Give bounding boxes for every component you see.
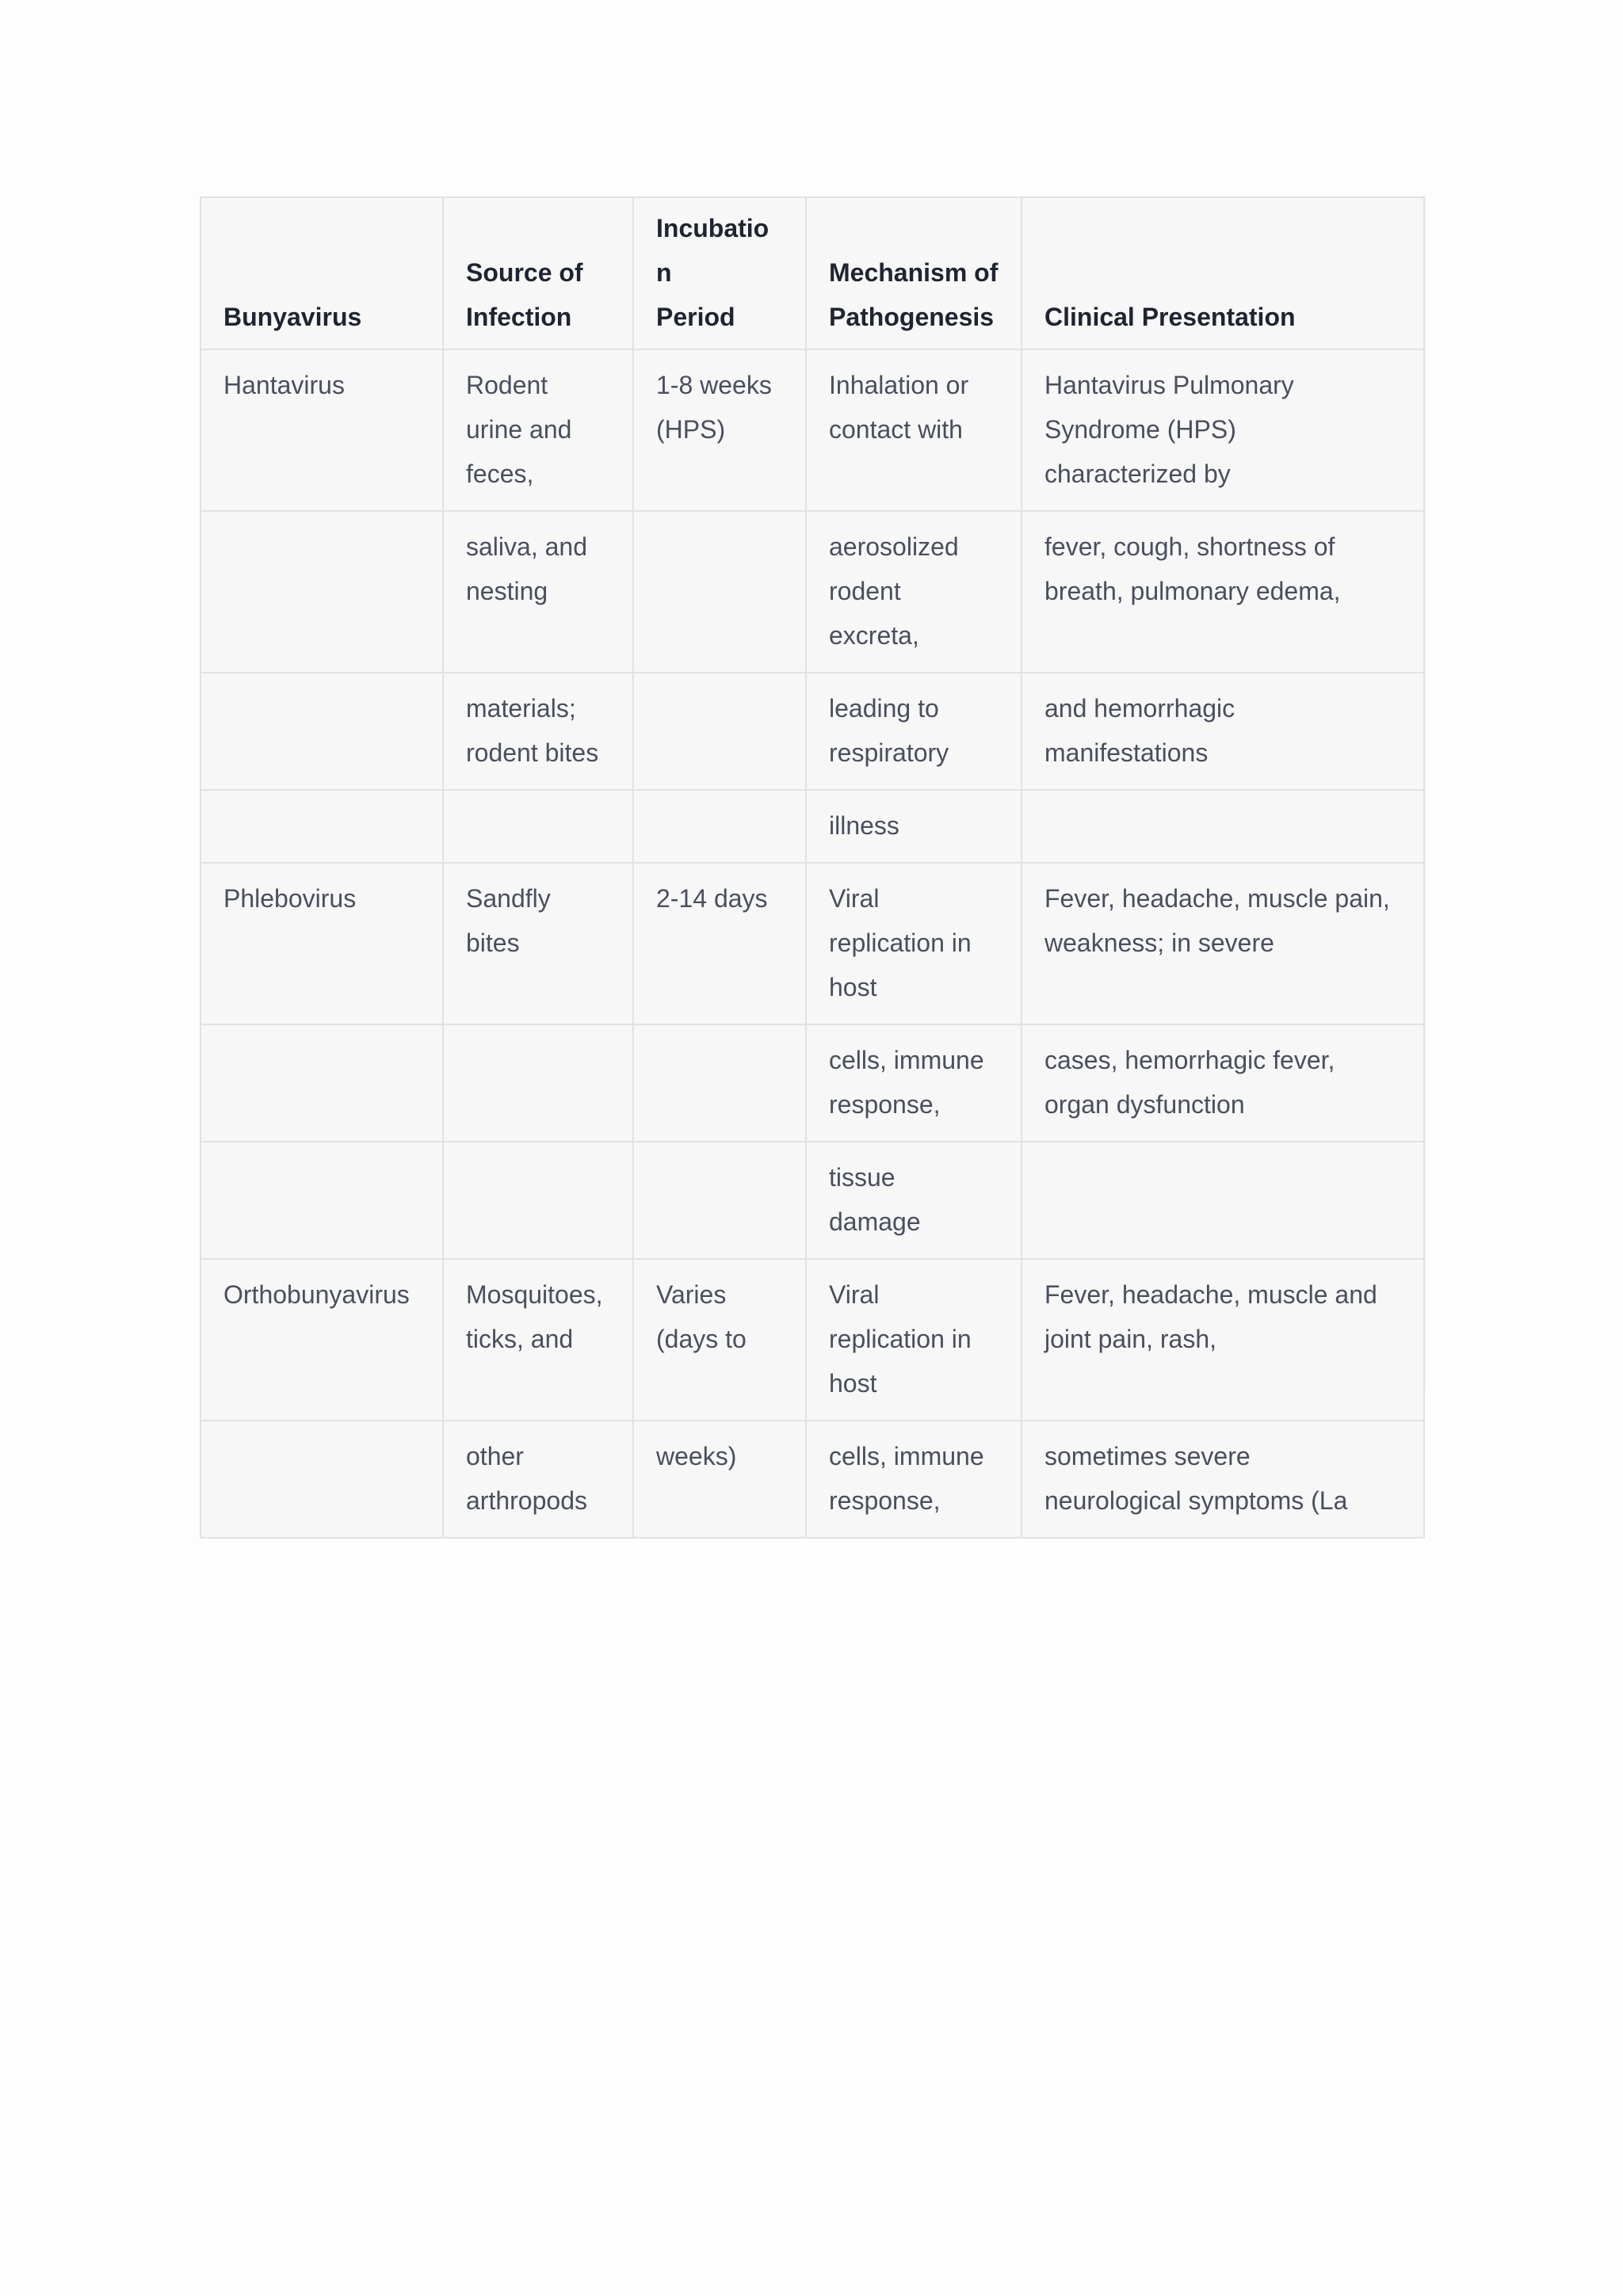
incubation-cell xyxy=(633,511,806,673)
cell-text: materials; xyxy=(466,694,576,723)
cell-text: saliva, and xyxy=(466,532,587,561)
clinical-cell xyxy=(1022,1024,1424,1142)
cell-text: cases, hemorrhagic fever, xyxy=(1044,1046,1335,1074)
cell-text: (days to xyxy=(656,1325,747,1353)
cell-text: bites xyxy=(466,929,520,957)
cell-text: Inhalation or xyxy=(829,371,969,399)
mechanism-cell xyxy=(806,1142,1022,1259)
mechanism-cell xyxy=(806,1421,1022,1538)
source-cell xyxy=(443,1259,633,1421)
clinical-cell xyxy=(1022,1421,1424,1538)
incubation-cell xyxy=(633,673,806,790)
clinical-cell xyxy=(1022,673,1424,790)
cell-text: host xyxy=(829,973,877,1001)
cell-text: aerosolized xyxy=(829,532,959,561)
header-clinical-presentation xyxy=(1022,197,1424,349)
cell-text: damage xyxy=(829,1207,921,1236)
bunyavirus-table xyxy=(200,196,1425,1539)
cell-text: characterized by xyxy=(1044,460,1231,488)
cell-text: Phlebovirus xyxy=(223,884,357,913)
cell-text: Syndrome (HPS) xyxy=(1044,415,1236,444)
bunyavirus-cell xyxy=(200,1142,443,1259)
clinical-cell xyxy=(1022,511,1424,673)
header-source-of-infection xyxy=(443,197,633,349)
cell-text: feces, xyxy=(466,460,534,488)
incubation-cell xyxy=(633,349,806,511)
cell-text: sometimes severe xyxy=(1044,1442,1251,1470)
bunyavirus-cell xyxy=(200,863,443,1024)
bunyavirus-cell xyxy=(200,673,443,790)
incubation-cell xyxy=(633,1421,806,1538)
cell-text: ticks, and xyxy=(466,1325,574,1353)
source-cell xyxy=(443,673,633,790)
cell-text: excreta, xyxy=(829,621,919,650)
cell-text: nesting xyxy=(466,577,548,605)
incubation-cell xyxy=(633,863,806,1024)
clinical-cell xyxy=(1022,790,1424,863)
cell-text: other xyxy=(466,1442,524,1470)
mechanism-cell xyxy=(806,349,1022,511)
table-row xyxy=(200,1024,1424,1142)
cell-text: Hantavirus Pulmonary xyxy=(1044,371,1294,399)
cell-text: Fever, headache, muscle pain, xyxy=(1044,884,1390,913)
header-line: Period xyxy=(656,303,735,331)
cell-text: rodent xyxy=(829,577,901,605)
cell-text: Rodent xyxy=(466,371,548,399)
mechanism-cell xyxy=(806,511,1022,673)
source-cell xyxy=(443,1024,633,1142)
header-line: Pathogenesis xyxy=(829,303,995,331)
header-line: Mechanism of xyxy=(829,258,999,287)
mechanism-cell xyxy=(806,1024,1022,1142)
header-line: Infection xyxy=(466,303,572,331)
source-cell xyxy=(443,511,633,673)
cell-text: cells, immune xyxy=(829,1442,984,1470)
table-body xyxy=(200,349,1424,1538)
header-mechanism-of-pathogenesis xyxy=(806,197,1022,349)
clinical-cell xyxy=(1022,349,1424,511)
cell-text: Orthobunyavirus xyxy=(223,1280,410,1309)
cell-text: neurological symptoms (La xyxy=(1044,1486,1348,1515)
clinical-cell xyxy=(1022,863,1424,1024)
cell-text: 2-14 days xyxy=(656,884,768,913)
cell-text: rodent bites xyxy=(466,738,599,767)
bunyavirus-cell xyxy=(200,349,443,511)
table-row xyxy=(200,673,1424,790)
cell-text: joint pain, rash, xyxy=(1044,1325,1217,1353)
source-cell xyxy=(443,790,633,863)
cell-text: (HPS) xyxy=(656,415,726,444)
cell-text: Fever, headache, muscle and xyxy=(1044,1280,1377,1309)
header-incubation-period xyxy=(633,197,806,349)
table-row xyxy=(200,1259,1424,1421)
mechanism-cell xyxy=(806,863,1022,1024)
cell-text: urine and xyxy=(466,415,572,444)
incubation-cell xyxy=(633,1024,806,1142)
cell-text: Sandfly xyxy=(466,884,551,913)
header-line: Bunyavirus xyxy=(223,303,362,331)
cell-text: organ dysfunction xyxy=(1044,1090,1245,1119)
mechanism-cell xyxy=(806,1259,1022,1421)
header-line: Source of xyxy=(466,258,583,287)
cell-text: tissue xyxy=(829,1163,896,1192)
table-row xyxy=(200,1142,1424,1259)
cell-text: respiratory xyxy=(829,738,949,767)
cell-text: breath, pulmonary edema, xyxy=(1044,577,1341,605)
clinical-cell xyxy=(1022,1259,1424,1421)
cell-text: and hemorrhagic xyxy=(1044,694,1235,723)
source-cell xyxy=(443,349,633,511)
cell-text: Viral xyxy=(829,884,880,913)
cell-text: fever, cough, shortness of xyxy=(1044,532,1335,561)
table-row xyxy=(200,863,1424,1024)
bunyavirus-cell xyxy=(200,1421,443,1538)
cell-text: Mosquitoes, xyxy=(466,1280,603,1309)
cell-text: illness xyxy=(829,811,899,840)
bunyavirus-cell xyxy=(200,1024,443,1142)
bunyavirus-cell xyxy=(200,790,443,863)
source-cell xyxy=(443,1142,633,1259)
cell-text: manifestations xyxy=(1044,738,1209,767)
bunyavirus-cell xyxy=(200,1259,443,1421)
cell-text: cells, immune xyxy=(829,1046,984,1074)
cell-text: leading to xyxy=(829,694,939,723)
table-row xyxy=(200,790,1424,863)
incubation-cell xyxy=(633,1142,806,1259)
table-row xyxy=(200,511,1424,673)
cell-text: Viral xyxy=(829,1280,880,1309)
bunyavirus-table-container xyxy=(200,196,1426,1515)
mechanism-cell xyxy=(806,673,1022,790)
bunyavirus-cell xyxy=(200,511,443,673)
incubation-cell xyxy=(633,1259,806,1421)
cell-text: response, xyxy=(829,1486,941,1515)
cell-text: Varies xyxy=(656,1280,727,1309)
table-row xyxy=(200,349,1424,511)
clinical-cell xyxy=(1022,1142,1424,1259)
header-line: Incubation xyxy=(656,214,769,287)
table-row xyxy=(200,1421,1424,1538)
mechanism-cell xyxy=(806,790,1022,863)
cell-text: 1-8 weeks xyxy=(656,371,772,399)
cell-text: weakness; in severe xyxy=(1044,929,1274,957)
table-header-row xyxy=(200,197,1424,349)
cell-text: arthropods xyxy=(466,1486,587,1515)
source-cell xyxy=(443,863,633,1024)
cell-text: replication in xyxy=(829,1325,972,1353)
cell-text: contact with xyxy=(829,415,963,444)
header-line: Clinical Presentation xyxy=(1044,303,1296,331)
cell-text: Hantavirus xyxy=(223,371,345,399)
cell-text: response, xyxy=(829,1090,941,1119)
cell-text: weeks) xyxy=(656,1442,737,1470)
cell-text: host xyxy=(829,1369,877,1398)
source-cell xyxy=(443,1421,633,1538)
header-bunyavirus xyxy=(200,197,443,349)
cell-text: replication in xyxy=(829,929,972,957)
incubation-cell xyxy=(633,790,806,863)
